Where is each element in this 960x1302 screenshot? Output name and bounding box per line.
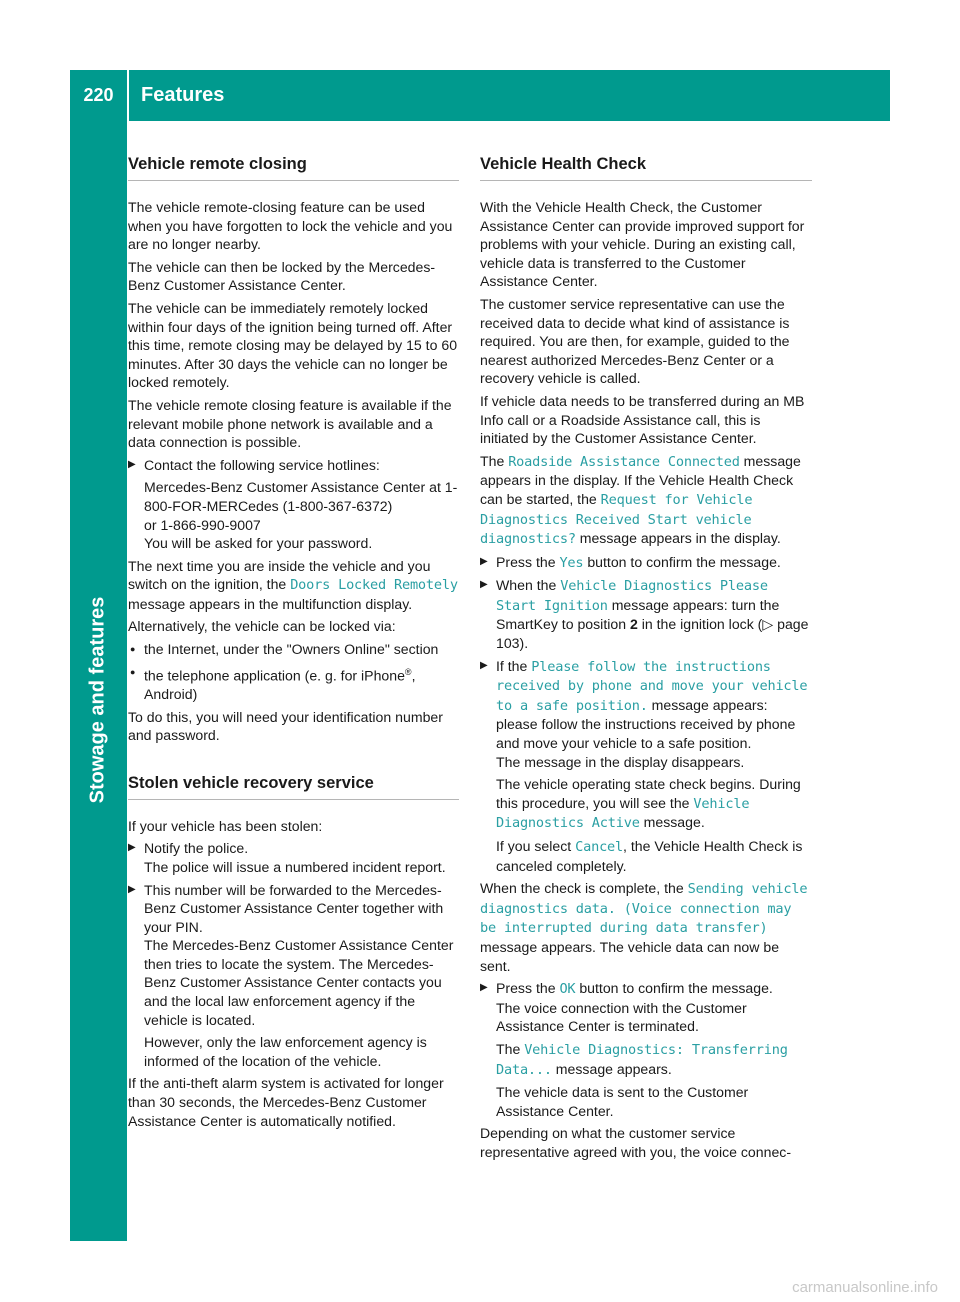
text: Press the xyxy=(496,980,560,997)
text: If you select xyxy=(496,838,576,854)
paragraph: The vehicle remote-closing feature can be used when you have forgotten to lock the vehicle and you are no longer nearby. xyxy=(128,199,453,253)
display-message: Request for Vehicle Diagnostics Received Start vehicle diagnostics? xyxy=(480,491,753,548)
paragraph: With the Vehicle Health Check, the Customer Assistance Center can provide improved support for problems with your vehicle. During an existing call, vehicle data is transferred to the Customer Assistance Center. xyxy=(480,199,805,290)
page-number: 220 xyxy=(83,85,114,105)
heading-vehicle-health-check: Vehicle Health Check xyxy=(480,150,812,181)
display-message: Vehicle Diagnostics Please Start Ignition xyxy=(496,578,768,614)
text: message appears in the display. xyxy=(575,530,781,547)
page-reference: in the ignition lock (▷ page 103). xyxy=(496,616,809,652)
display-button-label: Cancel xyxy=(575,839,624,855)
text: , the Vehicle Health Check is canceled completely. xyxy=(496,838,803,874)
paragraph: If the anti-theft alarm system is activated for longer than 30 seconds, the Mercedes-Benz Customer Assistance Center is automatically notified. xyxy=(128,1075,444,1129)
display-message: Doors Locked Remotely xyxy=(290,577,458,594)
paragraph: If vehicle data needs to be transferred during an MB Info call or a Roadside Assistance call, this is initiated by the Customer Assistance Center. xyxy=(480,392,805,447)
paragraph: To do this, you will need your identification number and password. xyxy=(128,708,443,744)
text: The vehicle operating state check begins. During this procedure, you will see the xyxy=(496,776,801,811)
heading-vehicle-remote-closing: Vehicle remote closing xyxy=(128,150,459,181)
text: If the xyxy=(496,657,532,674)
step-text: Contact the following service hotlines: xyxy=(144,456,380,473)
text: message appears: turn the SmartKey to position xyxy=(496,596,780,633)
right-column xyxy=(480,150,812,1166)
paragraph: Alternatively, the vehicle can be locked via: xyxy=(128,618,396,635)
text: message appears in the multifunction display. xyxy=(128,595,413,612)
left-column xyxy=(128,150,459,1134)
step-note xyxy=(480,837,812,875)
display-button-label: Yes xyxy=(559,554,584,571)
paragraph: The vehicle can be immediately remotely locked within four days of the ignition being turned off. After this time, remote closing may be delayed by 15 to 60 minutes. After 30 days the vehicle can no longer be locked remotely. xyxy=(128,299,458,391)
step-result: The Mercedes-Benz Customer Assistance Center then tries to locate the system. The Mercedes-Benz Customer Assistance Center contacts you and the local law enforcement agency if the vehicle is located. xyxy=(144,937,454,1028)
step-note xyxy=(480,775,812,833)
instruction-step xyxy=(128,839,459,876)
display-message: Sending vehicle diagnostics data. (Voice connection may be interrupted during data transfer) xyxy=(480,881,808,937)
step-result: The message in the display disappears. xyxy=(496,753,745,770)
display-message: Please follow the instructions received by phone and move your vehicle to a safe position. xyxy=(496,658,808,714)
instruction-step xyxy=(480,553,812,573)
step-note: The vehicle data is sent to the Customer Assistance Center. xyxy=(496,1084,749,1119)
display-message: Roadside Assistance Connected xyxy=(508,453,740,470)
text: message appears in the display. If the Vehicle Health Check can be started, the xyxy=(480,452,801,507)
list-item: ● the Internet, under the "Owners Online" section xyxy=(128,640,459,659)
instruction-step xyxy=(480,576,812,652)
step-result: The police will issue a numbered incident report. xyxy=(144,858,446,875)
display-message: Vehicle Diagnostics: Transferring Data... xyxy=(496,1041,788,1078)
step-result: The voice connection with the Customer Assistance Center is terminated. xyxy=(496,999,747,1035)
display-message: Vehicle Diagnostics Active xyxy=(496,795,750,832)
text: , Android) xyxy=(144,667,416,702)
text: When the check is complete, the xyxy=(480,880,688,897)
text: message. xyxy=(639,814,705,831)
hotline-secondary: or 1-866-990-9007 xyxy=(144,516,261,533)
text: The xyxy=(496,1040,525,1057)
list-item xyxy=(128,663,459,704)
text: message appears. xyxy=(551,1060,672,1077)
paragraph: The vehicle can then be locked by the Mercedes-Benz Customer Assistance Center. xyxy=(128,258,436,294)
page-title: Features xyxy=(141,84,225,106)
step-note xyxy=(480,1040,812,1079)
step-note: However, only the law enforcement agency is informed of the location of the vehicle. xyxy=(144,1034,427,1069)
instruction-step xyxy=(480,979,812,1036)
text: message appears: please follow the instructions received by phone and move your vehicle to a safe position. xyxy=(496,696,796,752)
paragraph xyxy=(480,879,812,975)
text: Press the xyxy=(496,553,560,570)
section-label: Stowage and features xyxy=(86,596,109,804)
paragraph xyxy=(480,452,812,549)
paragraph: Depending on what the customer service representative agreed with you, the voice connec- xyxy=(480,1125,792,1160)
text: the telephone application (e. g. for iPhone xyxy=(144,667,405,684)
paragraph xyxy=(128,557,459,614)
text: button to confirm the message. xyxy=(575,980,773,997)
instruction-step xyxy=(480,657,812,772)
instruction-step xyxy=(128,456,459,475)
paragraph: The customer service representative can use the received data to decide what kind of assistance is required. You are then, for example, guided to the nearest authorized Mercedes-Benz Center or a recovery vehicle is called. xyxy=(480,295,790,387)
display-button-label: OK xyxy=(559,981,576,998)
text: The xyxy=(480,452,509,469)
heading-stolen-vehicle-recovery: Stolen vehicle recovery service xyxy=(128,769,459,800)
hotline-primary: Mercedes-Benz Customer Assistance Center at 1-800-FOR-MERCedes (1-800-367-6372) xyxy=(144,479,458,514)
text: button to confirm the message. xyxy=(583,553,781,570)
hotline-info xyxy=(128,478,459,552)
step-text: Notify the police. xyxy=(144,840,249,857)
header-divider xyxy=(127,70,129,121)
paragraph: If your vehicle has been stolen: xyxy=(128,817,323,834)
ignition-position: 2 xyxy=(629,616,638,633)
text: message appears. The vehicle data can now be sent. xyxy=(480,938,780,974)
registered-mark: ® xyxy=(404,666,412,677)
paragraph: The vehicle remote closing feature is available if the relevant mobile phone network is available and a data connection is possible. xyxy=(128,396,452,451)
step-text: This number will be forwarded to the Mercedes-Benz Customer Assistance Center together with your PIN. xyxy=(144,881,444,935)
instruction-step xyxy=(128,881,459,1030)
password-note: You will be asked for your password. xyxy=(144,535,373,552)
watermark: carmanualsonline.info xyxy=(792,1279,938,1296)
text: When the xyxy=(496,577,561,594)
text: The next time you are inside the vehicle and you switch on the ignition, the xyxy=(128,557,431,593)
